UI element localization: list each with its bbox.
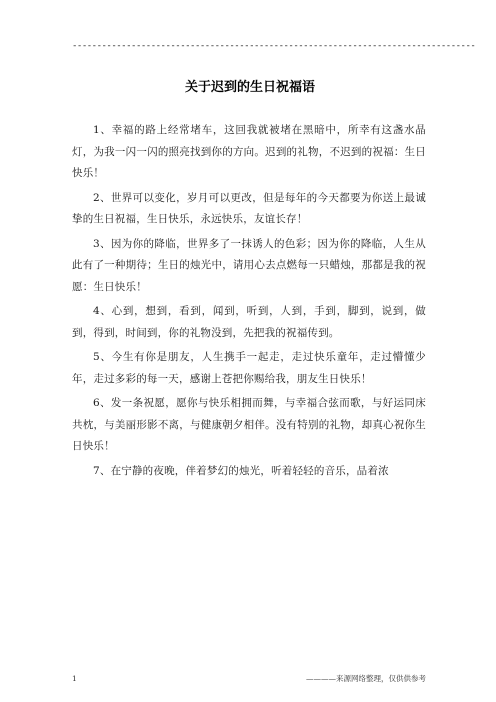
paragraph-3: 3、因为你的降临，世界多了一抹诱人的色彩；因为你的降临，人生从此有了一种期待；生日的烛光中，请用心去点燃每一只蜡烛，那都是我的祝愿：生日快乐！ [72, 237, 426, 293]
document-body [72, 120, 426, 485]
paragraph-2: 2、世界可以变化，岁月可以更改，但是每年的今天都要为你送上最诚挚的生日祝福，生日快乐，永远快乐，友谊长存！ [72, 191, 426, 225]
paragraph-5: 5、今生有你是朋友，人生携手一起走，走过快乐童年，走过懵懂少年，走过多彩的每一天，感谢上苍把你赐给我，朋友生日快乐！ [72, 351, 426, 385]
paragraph-1: 1、幸福的路上经常堵车，这回我就被堵在黑暗中，所幸有这盏水晶灯，为我一闪一闪的照亮找到你的方向。迟到的礼物，不迟到的祝福：生日快乐！ [72, 124, 426, 179]
footer-source-note: ————来源网络整理，仅供供参考 [306, 674, 426, 683]
page-footer [72, 672, 428, 686]
paragraph-7: 7、在宁静的夜晚，伴着梦幻的烛光，听着轻轻的音乐，品着浓 [93, 464, 389, 477]
paragraph-4: 4、心到，想到，看到，闻到，听到，人到，手到，脚到，说到，做到，得到，时间到，你的礼物没到，先把我的祝福传到。 [72, 305, 426, 339]
page-number: 1 [72, 674, 77, 683]
paragraph-6: 6、发一条祝愿，愿你与快乐相拥而舞，与幸福合弦而歌，与好运同床共枕，与美丽形影不离，与健康朝夕相伴。没有特别的礼物，却真心祝你生日快乐！ [72, 397, 426, 452]
header-dashed-rule: ---------------------------------------------------------------------------------- [72, 41, 476, 51]
document-title: 关于迟到的生日祝福语 [184, 80, 315, 95]
